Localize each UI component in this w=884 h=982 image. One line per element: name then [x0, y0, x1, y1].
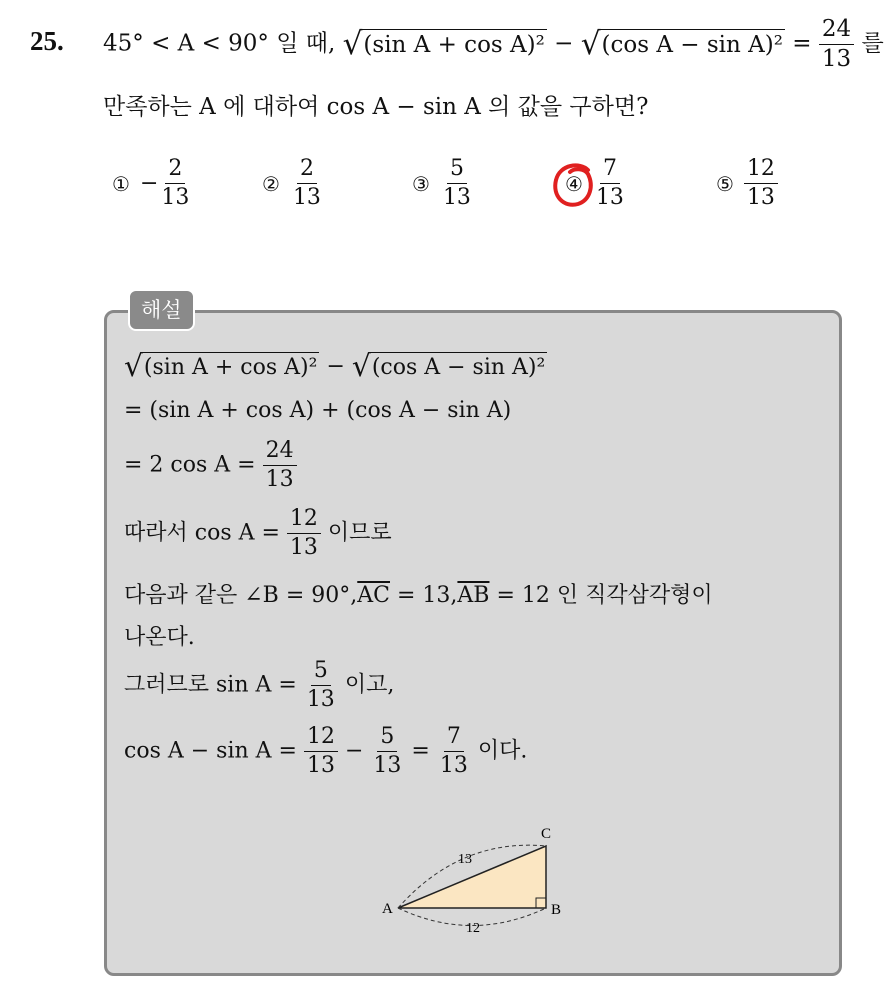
- solution-step-8: cos A − sin A = $\frac{12}{13}$ − $\frac{5}{13}$ = $\frac{7}{13}$ 이다.: [124, 724, 528, 778]
- question-number: 25.: [30, 26, 64, 56]
- solution-step-7: 그러므로 sin A = $\frac{5}{13}$ 이고,: [124, 658, 395, 712]
- choice-4[interactable]: ④ $\frac{7}{13}$: [565, 156, 624, 210]
- choice-1[interactable]: ① − $\frac{2}{13}$: [112, 156, 190, 210]
- choice-5[interactable]: ⑤ $\frac{12}{13}$: [716, 158, 778, 209]
- vertex-label-c: C: [541, 826, 552, 842]
- solution-step-3: = 2 cos A = $\frac{24}{13}$: [124, 440, 297, 491]
- question-tail: 를: [861, 30, 884, 57]
- solution-tag: 해설: [128, 289, 195, 331]
- choice-3[interactable]: ③ $\frac{5}{13}$: [412, 156, 471, 210]
- vertex-label-a: A: [382, 901, 393, 917]
- hypotenuse-length-label: 13: [458, 852, 472, 867]
- equals-sign: =: [792, 30, 812, 57]
- answer-circle-mark: [550, 160, 600, 212]
- right-triangle-diagram: [370, 818, 580, 946]
- radical-2: √ (cos A − sin A)²: [580, 25, 783, 62]
- question-line-2: 만족하는 A 에 대하여 cos A − sin A 의 값을 구하면?: [103, 94, 649, 120]
- radical-1: √ (sin A + cos A)²: [342, 25, 545, 62]
- solution-step-2: = (sin A + cos A) + (cos A − sin A): [124, 398, 512, 423]
- minus-sign: −: [554, 30, 574, 57]
- choice-2[interactable]: ② $\frac{2}{13}$: [262, 156, 321, 210]
- solution-step-1: √ (sin A + cos A)² − √ (cos A − sin A)²: [124, 349, 546, 384]
- question-line-1: [103, 18, 884, 71]
- rhs-fraction: $\frac{24}{13}$: [819, 18, 854, 71]
- solution-step-4: 따라서 cos A = $\frac{12}{13}$ 이므로: [124, 506, 392, 560]
- solution-step-6: 나온다.: [124, 625, 195, 650]
- angle-range: 45° < A < 90° 일 때,: [103, 30, 336, 57]
- base-length-label: 12: [466, 921, 480, 936]
- solution-step-5: 다음과 같은 ∠B = $90^\circ,\overline{AC} = 13,\overline{AB} = 12$ 인 직각삼각형이: [124, 583, 713, 608]
- vertex-label-b: B: [551, 902, 562, 918]
